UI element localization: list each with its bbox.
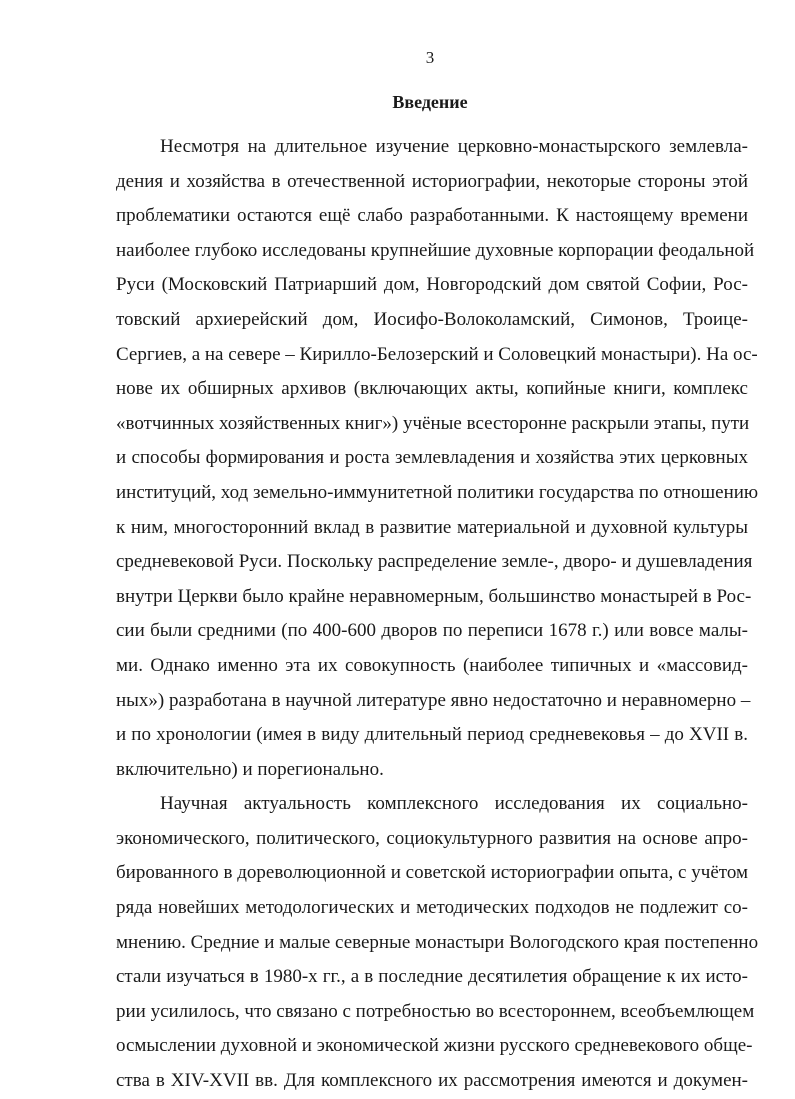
text-line: мнению. Средние и малые северные монастыри Вологодского края постепенно <box>116 931 759 953</box>
text-line: нове их обширных архивов (включающих акты, копийные книги, комплекс <box>116 378 748 400</box>
text-line: ства в XIV-XVII вв. Для комплексного их рассмотрения имеются и докумен- <box>116 1070 748 1092</box>
text-line: и по хронологии (имея в виду длительный период средневековья – до XVII в. <box>116 724 748 746</box>
text-line: Несмотря на длительное изучение церковно-монастырского землевла- <box>160 136 748 157</box>
text-line: Руси (Московский Патриарший дом, Новгородский дом святой Софии, Рос- <box>116 274 748 296</box>
text-line: экономического, политического, социокультурного развития на основе апро- <box>116 827 748 849</box>
text-line: осмыслении духовной и экономической жизни русского средневекового обще- <box>116 1035 753 1057</box>
section-heading: Введение <box>392 92 468 112</box>
text-line: ных») разработана в научной литературе явно недостаточно и неравномерно – <box>116 689 751 711</box>
paragraph-2 <box>116 787 759 1098</box>
paragraph-1 <box>116 130 759 787</box>
text-line: Научная актуальность комплексного исследования их социально- <box>160 793 748 815</box>
text-line: стали изучаться в 1980-х гг., а в последние десятилетия обращение к их исто- <box>116 966 748 988</box>
text-line: рии усилилось, что связано с потребностью во всестороннем, всеобъемлющем <box>116 1000 755 1022</box>
text-line: дения и хозяйства в отечественной историографии, некоторые стороны этой <box>116 170 748 192</box>
text-line: Сергиев, а на севере – Кирилло-Белозерский и Соловецкий монастыри). На ос- <box>116 343 758 365</box>
body-text <box>116 130 759 1099</box>
text-line: и способы формирования и роста землевладения и хозяйства этих церковных <box>116 447 748 469</box>
text-line: ряда новейших методологических и методических подходов не подлежит со- <box>116 897 748 919</box>
text-line: средневековой Руси. Поскольку распределение земле-, дворо- и душевладения <box>116 551 753 573</box>
text-line: институций, ход земельно-иммунитетной политики государства по отношению <box>116 481 759 503</box>
page-number: 3 <box>425 48 435 67</box>
text-line: ми. Однако именно эта их совокупность (наиболее типичных и «массовид- <box>116 654 748 676</box>
text-line: наиболее глубоко исследованы крупнейшие духовные корпорации феодальной <box>116 239 755 261</box>
text-line: бированного в дореволюционной и советской историографии опыта, с учётом <box>116 862 748 884</box>
text-line: внутри Церкви было крайне неравномерным, большинство монастырей в Рос- <box>116 585 752 607</box>
text-line: к ним, многосторонний вклад в развитие материальной и духовной культуры <box>116 516 748 538</box>
text-line: сии были средними (по 400-600 дворов по переписи 1678 г.) или вовсе малы- <box>116 620 748 642</box>
text-line: проблематики остаются ещё слабо разработанными. К настоящему времени <box>116 205 748 227</box>
text-line: товский архиерейский дом, Иосифо-Волоколамский, Симонов, Троице- <box>116 308 748 330</box>
text-line: «вотчинных хозяйственных книг») учёные всесторонне раскрыли этапы, пути <box>116 412 750 434</box>
text-line: включительно) и порегионально. <box>116 758 384 780</box>
